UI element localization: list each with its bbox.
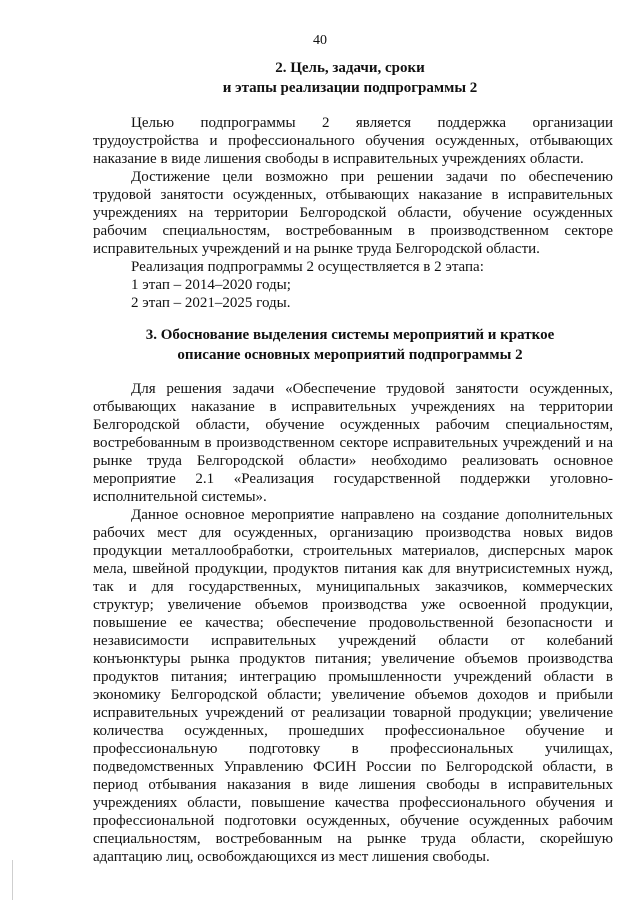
section-3-line: количества осужденных, прошедших профессиональное обучение и	[93, 723, 613, 739]
section-3-line: конъюнктуры рынка продуктов питания; увеличение объемов производства	[93, 651, 613, 667]
section-2-line: учреждениях на территории Белгородской области, обучение осужденных	[93, 205, 613, 221]
section-3-line: исполнительной системы».	[93, 489, 267, 505]
section-3-line: рынке труда Белгородской области» необходимо реализовать основное	[93, 453, 613, 469]
section-3-line: мероприятие 2.1 «Реализация государственной поддержки уголовно-	[93, 471, 613, 487]
section-2-line: Достижение цели возможно при решении задачи по обеспечению	[131, 169, 613, 185]
section-3-line: повышение ее качества; обеспечение продовольственной безопасности и	[93, 615, 613, 631]
section-3-line: Данное основное мероприятие направлено на создание дополнительных	[131, 507, 613, 523]
section-3-line: отбывающих наказание в исправительных учреждениях на территории	[93, 399, 613, 415]
section-2-line: рабочим специальностям, востребованным в производственном секторе	[93, 223, 613, 239]
section-3-line: период отбывания наказания в виде лишения свободы в исправительных	[93, 777, 613, 793]
section-3-line: так и для государственных, муниципальных заказчиков, коммерческих	[93, 579, 613, 595]
section-3-title-line: описание основных мероприятий подпрограммы 2	[177, 347, 523, 363]
section-2-title	[90, 58, 610, 98]
section-3-line: исправительных учреждений от реализации товарной продукции; увеличение	[93, 705, 613, 721]
stage-1-line: 1 этап – 2014–2020 годы;	[131, 277, 291, 293]
section-3-line: экономику Белгородской области; увеличение объемов доходов и прибыли	[93, 687, 613, 703]
section-2-line: наказание в виде лишения свободы в исправительных учреждениях области.	[93, 151, 584, 167]
section-3-line: специальностям, востребованным на рынке труда области, скорейшую	[93, 831, 613, 847]
section-3-line: профессиональной подготовки осужденных, обучение осужденных рабочим	[93, 813, 613, 829]
section-3-line: Белгородской области, обучение осужденных рабочим специальностям,	[93, 417, 613, 433]
section-3-line: профессиональную подготовку в профессиональных училищах,	[93, 741, 613, 757]
section-3-line: рабочих мест для осужденных, организацию производства новых видов	[93, 525, 613, 541]
section-2-line: исправительных учреждений и на рынке труда Белгородской области.	[93, 241, 540, 257]
section-3-line: независимости исправительных учреждений области от колебаний	[93, 633, 613, 649]
section-2-title-line: 2. Цель, задачи, сроки	[275, 60, 425, 76]
section-3-line: учреждениях области, повышение качества профессионального обучения и	[93, 795, 613, 811]
section-2-line: трудовой занятости осужденных, отбывающих наказание в исправительных	[93, 187, 613, 203]
section-3-line: продуктов питания; интеграцию промышленности учреждений области в	[93, 669, 613, 685]
page-number: 40	[313, 33, 327, 48]
section-3-line: адаптацию лиц, освобождающихся из мест лишения свободы.	[93, 849, 490, 865]
stage-2-line: 2 этап – 2021–2025 годы.	[131, 295, 291, 311]
section-3-line: мела, швейной продукции, продуктов питания как для внутрисистемных нужд,	[93, 561, 613, 577]
scan-margin-mark	[12, 860, 13, 900]
section-3-line: Для решения задачи «Обеспечение трудовой занятости осужденных,	[131, 381, 613, 397]
section-3-line: востребованным в производственном секторе исправительных учреждений и на	[93, 435, 613, 451]
section-3-line: продукции металлообработки, строительных материалов, дисперсных марок	[93, 543, 613, 559]
section-3-line: структур; увеличение объемов производства уже освоенной продукции,	[93, 597, 613, 613]
section-2-line: Реализация подпрограммы 2 осуществляется в 2 этапа:	[131, 259, 484, 275]
section-2-title-line: и этапы реализации подпрограммы 2	[222, 80, 478, 96]
section-2-line: Целью подпрограммы 2 является поддержка организации	[131, 115, 613, 131]
section-3-line: подведомственных Управлению ФСИН России по Белгородской области, в	[93, 759, 613, 775]
section-3-title-line: 3. Обоснование выделения системы мероприятий и краткое	[145, 327, 555, 343]
section-2-line: трудоустройства и профессионального обучения осужденных, отбывающих	[93, 133, 613, 149]
section-3-title	[90, 325, 610, 365]
